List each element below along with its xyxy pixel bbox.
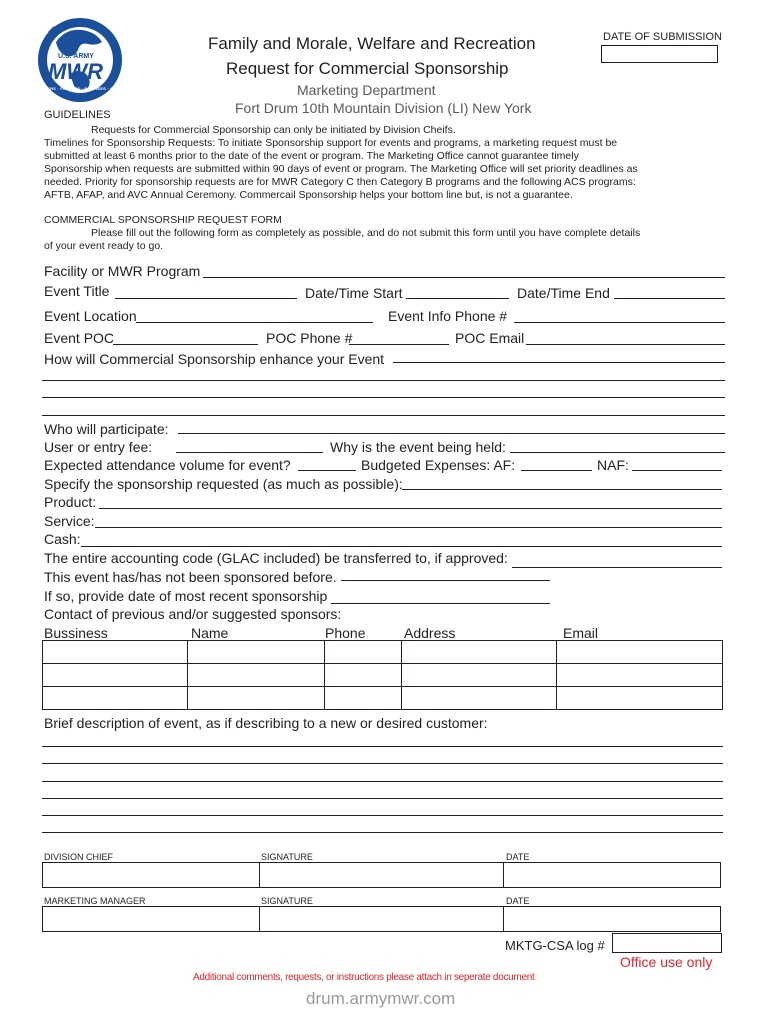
- poc-phone-input[interactable]: [349, 344, 449, 345]
- event-location-input[interactable]: [136, 322, 373, 323]
- event-poc-input[interactable]: [113, 344, 258, 345]
- email-cell[interactable]: [557, 664, 723, 687]
- table-header-name: Name: [191, 625, 229, 641]
- poc-phone-label: POC Phone #: [266, 330, 353, 346]
- glac-label: The entire accounting code (GLAC included) be transferred to, if approved:: [44, 550, 508, 566]
- table-header-address: Address: [404, 625, 456, 641]
- date-label: DATE: [506, 852, 530, 862]
- division-chief-field[interactable]: [42, 862, 260, 888]
- guidelines-line: needed. Priority for sponsorship requests are for MWR Category C then Category B programs and the following ACS programs:: [44, 176, 636, 188]
- guidelines-heading: GUIDELINES: [44, 109, 111, 121]
- brief-description-line[interactable]: [42, 798, 723, 799]
- poc-email-label: POC Email: [455, 330, 525, 346]
- cash-input[interactable]: [81, 546, 722, 547]
- enhance-label: How will Commercial Sponsorship enhance your Event: [44, 351, 385, 367]
- event-title-input[interactable]: [115, 298, 297, 299]
- email-cell[interactable]: [557, 687, 723, 710]
- glac-input[interactable]: [512, 567, 722, 568]
- log-label: MKTG-CSA log #: [505, 938, 605, 953]
- footer-note: Additional comments, requests, or instructions please attach in seperate document: [193, 972, 535, 983]
- table-header-email: Email: [563, 625, 599, 641]
- event-poc-label: Event POC: [44, 330, 115, 346]
- brief-description-line[interactable]: [42, 832, 723, 833]
- brief-description-line[interactable]: [42, 781, 723, 782]
- date-end-label: Date/Time End: [517, 285, 610, 301]
- date-submission-label: DATE OF SUBMISSION: [603, 31, 722, 43]
- form-intro-line: Please fill out the following form as completely as possible, and do not submit this form until you have complete details: [91, 227, 641, 239]
- facility-input[interactable]: [203, 277, 725, 278]
- cash-label: Cash:: [44, 531, 81, 547]
- table-header-business: Bussiness: [44, 625, 108, 641]
- marketing-manager-label: MARKETING MANAGER: [44, 896, 146, 906]
- form-title-line2: Request for Commercial Sponsorship: [226, 59, 509, 78]
- guidelines-line: Requests for Commercial Sponsorship can only be initiated by Division Cheifs.: [91, 124, 456, 136]
- table-header-phone: Phone: [325, 625, 366, 641]
- naf-label: NAF:: [597, 457, 629, 473]
- why-held-label: Why is the event being held:: [330, 439, 506, 455]
- name-cell[interactable]: [188, 687, 325, 710]
- enhance-input-line[interactable]: [42, 415, 725, 416]
- table-row: [43, 641, 723, 664]
- sponsored-label: This event has/has not been sponsored before.: [44, 569, 337, 585]
- form-intro-heading: COMMERCIAL SPONSORSHIP REQUEST FORM: [44, 214, 282, 226]
- signature-label: SIGNATURE: [261, 852, 313, 862]
- enhance-input[interactable]: [393, 362, 725, 363]
- event-info-phone-label: Event Info Phone #: [388, 308, 508, 324]
- location-name: Fort Drum 10th Mountain Division (LI) New York: [235, 100, 532, 116]
- division-chief-signature-field[interactable]: [259, 862, 504, 888]
- enhance-input-line[interactable]: [42, 380, 725, 381]
- brief-description-line[interactable]: [42, 763, 723, 764]
- budgeted-af-input[interactable]: [521, 470, 592, 471]
- why-held-input[interactable]: [510, 452, 725, 453]
- attendance-input[interactable]: [298, 470, 356, 471]
- table-row: [43, 664, 723, 687]
- guidelines-line: submitted at least 6 months prior to the date of the event or program. The Marketing Office cannot guarantee timely: [44, 150, 579, 162]
- specify-input[interactable]: [402, 489, 722, 490]
- product-input[interactable]: [99, 508, 722, 509]
- participate-label: Who will participate:: [44, 421, 169, 437]
- division-chief-date-field[interactable]: [503, 862, 721, 888]
- service-label: Service:: [44, 513, 95, 529]
- table-row: [43, 687, 723, 710]
- brief-description-label: Brief description of event, as if describing to a new or desired customer:: [44, 715, 488, 731]
- date-end-input[interactable]: [614, 298, 725, 299]
- event-title-label: Event Title: [44, 283, 110, 299]
- address-cell[interactable]: [402, 641, 557, 664]
- naf-input[interactable]: [632, 470, 722, 471]
- poc-email-input[interactable]: [526, 344, 725, 345]
- form-title-line1: Family and Morale, Welfare and Recreation: [208, 34, 536, 53]
- phone-cell[interactable]: [325, 664, 402, 687]
- mwr-logo: [30, 12, 130, 112]
- event-location-label: Event Location: [44, 308, 137, 324]
- marketing-manager-date-field[interactable]: [503, 906, 721, 932]
- service-input[interactable]: [95, 527, 722, 528]
- phone-cell[interactable]: [325, 641, 402, 664]
- sponsored-input[interactable]: [341, 580, 550, 581]
- address-cell[interactable]: [402, 664, 557, 687]
- attendance-label: Expected attendance volume for event?: [44, 457, 291, 473]
- business-cell[interactable]: [43, 664, 188, 687]
- office-use-label: Office use only: [620, 954, 713, 970]
- logo-main-text: MWR: [48, 59, 103, 84]
- logo-ring-text: SOLDIERS · FAMILIES · RETIREES · CIVILIANS: [34, 86, 132, 91]
- website-text: drum.armymwr.com: [306, 989, 456, 1008]
- name-cell[interactable]: [188, 664, 325, 687]
- product-label: Product:: [44, 494, 97, 510]
- date-label: DATE: [506, 896, 530, 906]
- department-name: Marketing Department: [297, 82, 436, 98]
- brief-description-line[interactable]: [42, 746, 723, 747]
- contact-sponsors-label: Contact of previous and/or suggested sponsors:: [44, 606, 342, 622]
- participate-input[interactable]: [178, 433, 725, 434]
- budgeted-label: Budgeted Expenses: AF:: [361, 457, 516, 473]
- recent-sponsorship-input[interactable]: [331, 603, 550, 604]
- brief-description-line[interactable]: [42, 815, 723, 816]
- user-fee-input[interactable]: [176, 452, 323, 453]
- recent-sponsorship-label: If so, provide date of most recent sponsorship: [44, 588, 328, 604]
- user-fee-label: User or entry fee:: [44, 439, 153, 455]
- date-start-label: Date/Time Start: [305, 285, 403, 301]
- event-info-phone-input[interactable]: [514, 322, 725, 323]
- business-cell[interactable]: [43, 641, 188, 664]
- guidelines-line: Timelines for Sponsorship Requests: To initiate Sponsorship support for events and programs, a marketing request must be: [44, 137, 618, 149]
- signature-label: SIGNATURE: [261, 896, 313, 906]
- date-submission-field[interactable]: [601, 45, 718, 63]
- facility-label: Facility or MWR Program: [44, 263, 201, 279]
- form-intro-line: of your event ready to go.: [44, 240, 164, 252]
- sponsor-table: [42, 640, 723, 710]
- phone-cell[interactable]: [325, 687, 402, 710]
- enhance-input-line[interactable]: [42, 397, 725, 398]
- guidelines-line: AFTB, AFAP, and AVC Annual Ceremony. Commercail Sponsorship helps your bottom line but, is not a guarantee.: [44, 189, 573, 201]
- division-chief-label: DIVISION CHIEF: [44, 852, 114, 862]
- log-number-field[interactable]: [612, 933, 722, 953]
- marketing-manager-signature-field[interactable]: [259, 906, 504, 932]
- date-start-input[interactable]: [406, 298, 509, 299]
- email-cell[interactable]: [557, 641, 723, 664]
- marketing-manager-field[interactable]: [42, 906, 260, 932]
- address-cell[interactable]: [402, 687, 557, 710]
- specify-label: Specify the sponsorship requested (as much as possible):: [44, 476, 403, 492]
- logo-top-text: U.S. ARMY: [58, 53, 94, 60]
- name-cell[interactable]: [188, 641, 325, 664]
- guidelines-line: Sponsorship when requests are submitted within 90 days of event or program. The Marketing Office will set priority deadlines as: [44, 163, 638, 175]
- business-cell[interactable]: [43, 687, 188, 710]
